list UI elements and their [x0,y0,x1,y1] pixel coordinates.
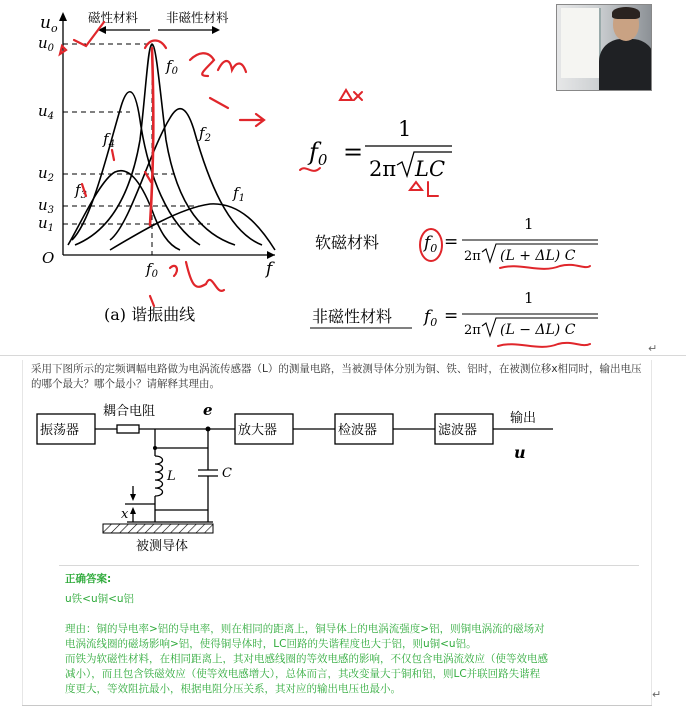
y-tick-u3: $u_3$ [38,196,55,216]
displacement-label: x [121,507,129,522]
red-peak-mark [145,41,166,49]
return-mark-2: ↵ [652,688,662,701]
webcam-video [556,4,652,91]
reason-line-1: 理由：铜的导电率>铝的导电率，则在相同的距离上，铜导体上的电涡流强度>铝，则铜电涡流的磁场对 [65,623,545,635]
curve-label-f1: $f_1$ [233,184,245,204]
main-numerator: 1 [398,117,412,141]
inductor-coil-icon [155,456,163,496]
page-bottom-line [22,705,652,706]
main-den-root: LC [415,157,446,181]
red-f0-note [170,262,224,291]
reason-line-3: 而铁为软磁性材料，在相同距离上，其对电感线圈的等效电感的影响，不仅包含电涡流效应（使等效电感 [65,653,548,665]
right-arrow-head [212,26,220,34]
non-numerator: 1 [524,289,534,307]
curve-f3 [68,171,180,250]
y-tick-u4: $u_4$ [38,102,55,122]
soft-equals: = [444,232,459,252]
coupling-resistor-label: 耦合电阻 [103,404,156,419]
reason-line-2: 电涡流线圈的磁场影响>铝，使得铜导体时，LC回路的失谐程度也大于铝，则u铜<u铝。 [65,638,477,650]
curve-label-f4: $f_4$ [103,130,115,150]
question-text: 采用下图所示的定频调幅电路做为电涡流传感器（L）的测量电路，当被测导体分别为铜、铁、铝时，在被测位移x相同时，输出电压的哪个最大？哪个最小？请解释其理由。 [31,363,642,390]
node-dot [153,446,157,450]
conductor-plate [103,524,213,533]
red-tick-1 [210,98,228,108]
return-mark-1: ↵ [648,342,658,355]
nonmagnetic-formula [310,289,598,338]
soft-numerator: 1 [524,215,534,233]
red-underline-non [498,343,590,347]
main-den-prefix: 2π [369,157,397,181]
curve-f4 [72,92,200,245]
output-u-label: u [514,443,526,462]
x-axis-label: f [266,259,273,279]
main-equals: = [343,138,364,166]
nonmagnetic-material-label: 非磁性材料 [166,10,229,25]
displacement-arrow-head-1 [130,494,136,501]
nonmagnetic-label: 非磁性材料 [312,307,393,326]
curve-label-f2: $f_2$ [199,124,211,144]
red-annotations [60,22,264,306]
answer-result: u铁<u铜<u铝 [65,593,135,605]
red-tick-2 [112,150,114,160]
oscillator-label: 振荡器 [40,423,80,438]
non-den-root: (L − ΔL) C [500,322,576,338]
non-den-prefix: 2π [464,323,481,338]
curve-label-f3: $f_3$ [75,181,87,201]
y-tick-u0: $u_0$ [38,34,55,54]
y-tick-u2: $u_2$ [38,164,55,184]
curve-f0 [75,44,235,245]
lecture-slide [0,0,686,355]
red-delta-icon [340,90,352,100]
answer-section [65,572,625,697]
node-e-label: e [203,401,213,419]
red-arrow-icon [240,114,264,126]
magnetic-material-label: 磁性材料 [88,10,139,25]
y-axis-arrow [59,12,67,21]
origin-label: O [42,249,55,267]
output-label: 输出 [510,411,537,426]
filter-label: 滤波器 [438,423,478,438]
main-formula [307,117,452,181]
non-lhs: $f_0$ [424,307,438,329]
main-lhs: $f_0$ [309,138,328,169]
amplifier-label: 放大器 [238,423,278,438]
detector-label: 检波器 [338,423,378,438]
section-divider [0,355,686,356]
reason-line-5: 度更大，等效阻抗最小，根据电阻分压关系，其对应的输出电压也最小。 [65,683,401,695]
red-underline-soft [500,265,590,269]
soft-den-root: (L + ΔL) C [500,248,576,264]
soft-label: 软磁材料 [315,233,380,252]
x-tick-f0: $f_0$ [146,260,158,280]
red-delta-l-note [410,182,438,196]
inductor-label: L [167,469,176,484]
answer-divider [59,565,639,566]
guide-lines [63,44,210,255]
conductor-label: 被测导体 [136,539,189,554]
answer-heading: 正确答案: [65,573,112,585]
node-e-dot [206,427,211,432]
reason-line-4: 减小），而且包含铁磁效应（使等效电感增大），总体而言，其改变量大于铜和铝，则LC并联回路失谐程 [65,668,541,680]
soft-formula [315,215,598,264]
red-z-scribble [190,53,214,76]
y-tick-u1: $u_1$ [38,214,55,234]
circuit-diagram [23,400,653,560]
figure-caption: (a) 谐振曲线 [104,305,196,324]
red-scribble [218,61,246,72]
resistor-icon [117,425,139,433]
displacement-arrow-head-2 [130,507,136,514]
red-x-mark [354,92,362,100]
y-axis-label: $u_o$ [40,13,58,35]
non-equals: = [444,306,459,326]
document-page [22,360,652,705]
soft-den-prefix: 2π [464,249,481,264]
curve-label-f0: $f_0$ [166,57,178,77]
soft-lhs: $f_0$ [424,233,438,255]
red-checkmark-icon [74,22,104,46]
x-axis-arrow [267,251,275,259]
capacitor-label: C [222,466,232,481]
curve-f1 [110,204,275,250]
